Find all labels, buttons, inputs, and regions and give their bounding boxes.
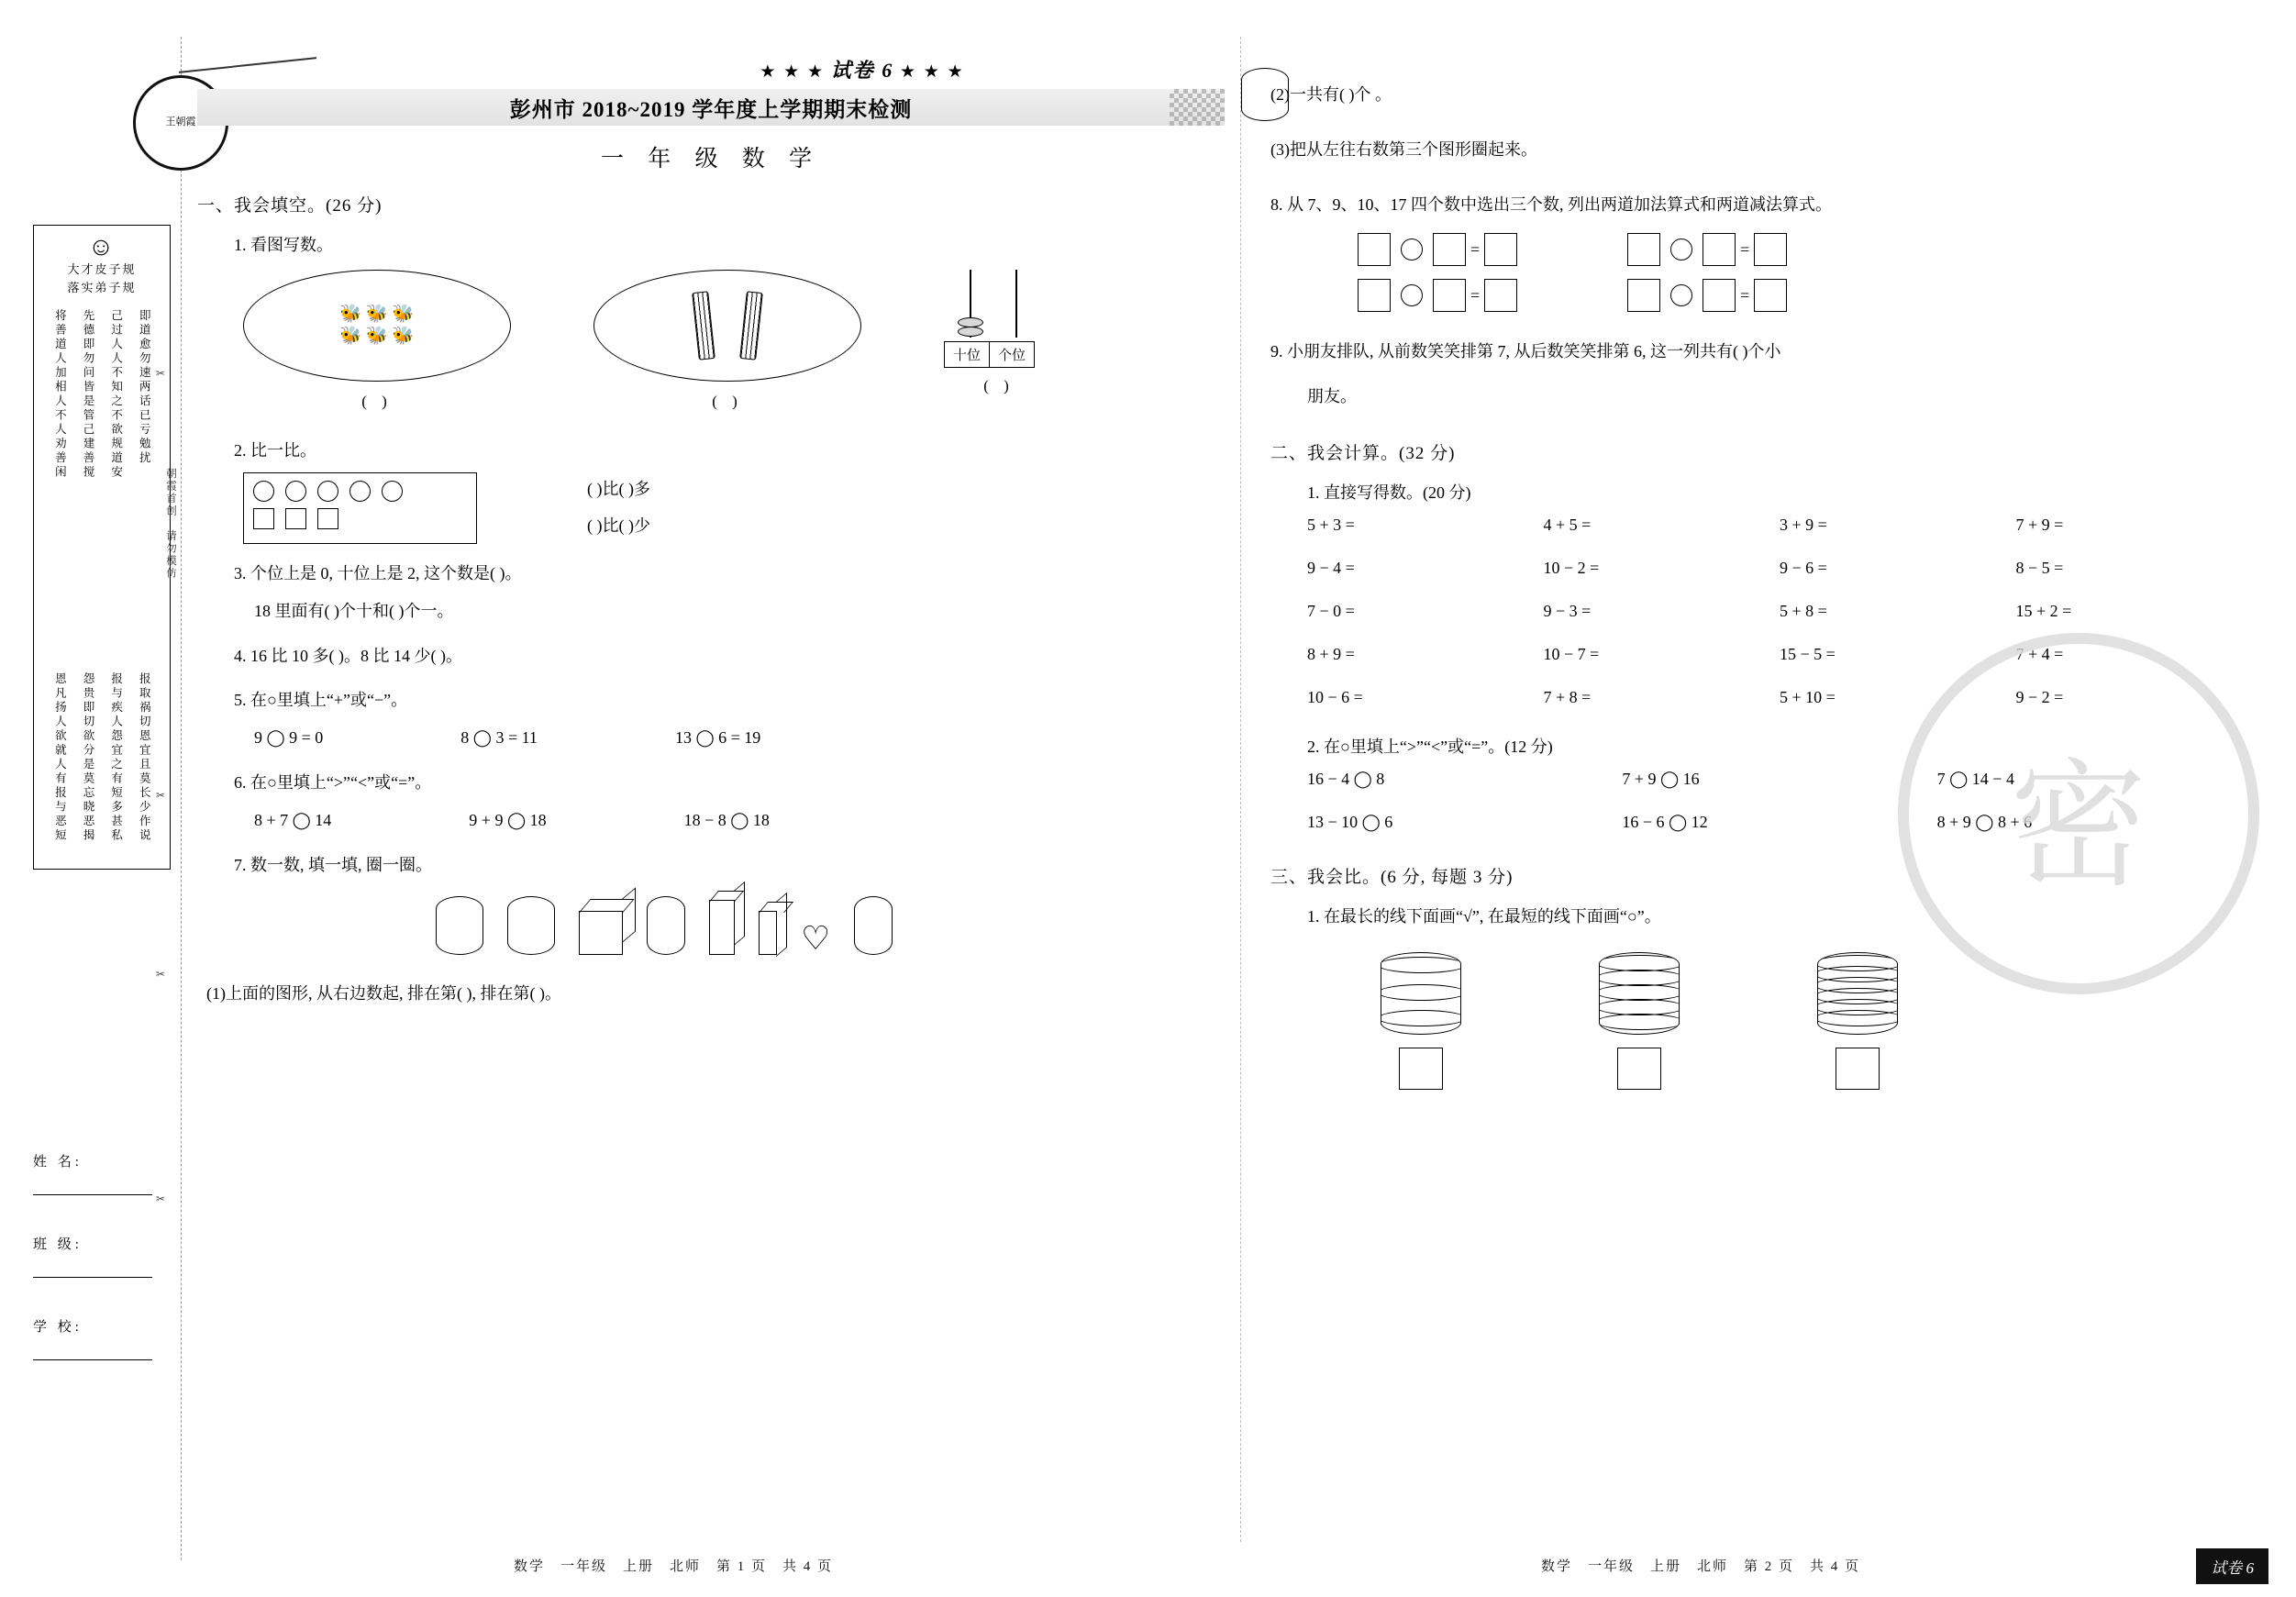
circle-shape-5 bbox=[382, 481, 403, 502]
question-4[interactable]: 4. 16 比 10 多( )。8 比 14 少( )。 bbox=[234, 646, 462, 665]
section-2-heading: 二、我会计算。(32 分) bbox=[1270, 443, 1456, 463]
stick-icons bbox=[695, 292, 760, 360]
verse-col-5: 恩凡扬人欲就人有报与恶短 bbox=[53, 672, 67, 843]
q1-fig-abacus bbox=[944, 270, 1054, 395]
heart-shape-icon: ♡ bbox=[801, 919, 831, 957]
calc-item[interactable]: 5 + 10 = bbox=[1780, 687, 1836, 706]
blank-box[interactable] bbox=[1358, 279, 1391, 312]
square-shape-1 bbox=[253, 508, 274, 529]
anti-copy-note: 朝霞首创 请勿模仿 bbox=[165, 468, 176, 580]
field-name bbox=[33, 1151, 171, 1195]
q1-figures bbox=[243, 270, 1225, 411]
circle-shape-3 bbox=[317, 481, 338, 502]
question-8: 8. 从 7、9、10、17 四个数中选出三个数, 列出两道加法算式和两道减法算式。 bbox=[1270, 195, 1832, 215]
q7-shape-row bbox=[436, 896, 1225, 955]
coil-item-3 bbox=[1817, 952, 1898, 1090]
logo-seal-icon: 王朝霞 bbox=[133, 75, 228, 171]
page-title: 彭州市 2018~2019 学年度上学期期末检测 bbox=[509, 97, 913, 121]
checker-decoration bbox=[1170, 89, 1225, 126]
cmp-item[interactable]: 13 − 10 ◯ 6 bbox=[1307, 813, 1393, 832]
stick-group-ellipse bbox=[593, 270, 861, 382]
coil-shape-3 bbox=[1817, 952, 1898, 1035]
field-school bbox=[33, 1316, 171, 1360]
stars-left: ★ ★ ★ bbox=[760, 62, 825, 82]
circle-shape-2 bbox=[285, 481, 306, 502]
q2-line-1[interactable]: ( )比( )多 bbox=[587, 480, 650, 499]
footer-left: 数学 一年级 上册 北师 第 1 页 共 4 页 bbox=[514, 1559, 834, 1574]
verse-col-2: 先德即勿问皆是管己建善搅 bbox=[82, 309, 94, 480]
q5-item-3[interactable]: 13 ◯ 6 = 19 bbox=[674, 728, 761, 748]
question-3[interactable]: 3. 个位上是 0, 十位上是 2, 这个数是( )。 bbox=[234, 563, 522, 582]
q8-equation-row-2 bbox=[1353, 279, 2252, 312]
blank-box[interactable] bbox=[1703, 279, 1736, 312]
question-1: 1. 看图写数。 bbox=[234, 236, 333, 254]
cuboid-shape-1 bbox=[709, 900, 735, 955]
scissors-icon-top: ✂ bbox=[156, 367, 166, 380]
field-class bbox=[33, 1234, 171, 1278]
blank-box[interactable] bbox=[1433, 233, 1466, 266]
calc-item[interactable]: 7 + 8 = bbox=[1543, 687, 1592, 706]
abacus-rods bbox=[944, 270, 1054, 341]
q5-item-2[interactable]: 8 ◯ 3 = 11 bbox=[460, 728, 538, 748]
paper-badge: 试卷 6 bbox=[2196, 1548, 2268, 1584]
bee-icons: 🐝 🐝 🐝 🐝 🐝 🐝 bbox=[339, 305, 415, 347]
cylinder-shape-4 bbox=[854, 896, 893, 955]
cylinder-shape-2 bbox=[507, 896, 555, 955]
coil-shape-2 bbox=[1599, 952, 1680, 1035]
field-school-label: 学 校: bbox=[33, 1320, 83, 1335]
q7-sub-2[interactable]: (2)一共有( )个 。 bbox=[1270, 84, 1392, 104]
verse-col-8: 报取祸切恩宜且莫长少作说 bbox=[138, 672, 151, 843]
question-2: 2. 比一比。 bbox=[234, 441, 316, 460]
column-divider bbox=[1240, 37, 1241, 1542]
calc-item[interactable]: 5 + 8 = bbox=[1780, 601, 1827, 620]
scissors-icon-bottom: ✂ bbox=[156, 1192, 166, 1205]
cmp-item[interactable]: 16 − 6 ◯ 12 bbox=[1622, 813, 1708, 832]
q3-coil-row bbox=[1381, 952, 2252, 1090]
section-2-q1: 1. 直接写得数。(20 分) bbox=[1307, 482, 1471, 502]
calc-item[interactable]: 9 − 3 = bbox=[1543, 601, 1592, 620]
calc-item[interactable]: 8 − 5 = bbox=[2015, 558, 2064, 577]
sidebar-emblem bbox=[39, 235, 164, 296]
place-value-tens: 十位 bbox=[945, 342, 990, 368]
cube-shape-1 bbox=[579, 911, 623, 955]
footer-right: 数学 一年级 上册 北师 第 2 页 共 4 页 bbox=[1541, 1559, 1861, 1574]
question-9b: 朋友。 bbox=[1307, 386, 1357, 405]
question-9[interactable]: 9. 小朋友排队, 从前数笑笑排第 7, 从后数笑笑排第 6, 这一列共有( )个小 bbox=[1270, 342, 1781, 361]
paper-star-header bbox=[500, 55, 1225, 83]
q7-sub-2-row bbox=[1270, 68, 2252, 121]
verse-col-7: 报与疾人怨宜之有短多甚私 bbox=[109, 672, 123, 843]
calc-item[interactable]: 10 − 2 = bbox=[1543, 558, 1600, 577]
place-value-ones: 个位 bbox=[990, 342, 1035, 368]
question-6: 6. 在○里填上“>”“<”或“=”。 bbox=[234, 773, 432, 793]
subject-title: 一 年 级 数 学 bbox=[600, 147, 821, 172]
coil-item-1 bbox=[1381, 952, 1461, 1090]
coil-line bbox=[1817, 1010, 1898, 1026]
calc-item[interactable]: 8 + 9 = bbox=[1307, 644, 1355, 663]
operator-circle[interactable] bbox=[1401, 238, 1423, 261]
bee-group-ellipse bbox=[243, 270, 511, 382]
cuboid-shape-2 bbox=[759, 911, 777, 955]
stick-bundle-1-icon bbox=[692, 291, 715, 360]
answer-box-2[interactable] bbox=[1617, 1048, 1661, 1090]
scissors-icon-low: ✂ bbox=[156, 968, 166, 981]
abacus-bead-2-icon bbox=[958, 327, 983, 337]
q1-fig-sticks bbox=[593, 270, 861, 411]
blank-box[interactable] bbox=[1627, 233, 1660, 266]
field-class-input[interactable] bbox=[33, 1253, 152, 1278]
blank-box[interactable] bbox=[1433, 279, 1466, 312]
verse-col-3: 己过人人不知之不欲规道安 bbox=[109, 309, 123, 480]
watermark-seal: 密 bbox=[1898, 633, 2259, 994]
calc-item[interactable]: 10 − 6 = bbox=[1307, 687, 1363, 706]
blank-box[interactable] bbox=[1358, 233, 1391, 266]
equation-box-1[interactable]: = bbox=[1353, 233, 1522, 266]
q8-equation-row-1 bbox=[1353, 233, 2252, 266]
question-5: 5. 在○里填上“+”或“−”。 bbox=[234, 690, 408, 709]
stars-right: ★ ★ ★ bbox=[900, 62, 965, 82]
answer-box-3[interactable] bbox=[1836, 1048, 1880, 1090]
verse-col-1: 将善道人加相人不人劝善闲 bbox=[53, 309, 67, 480]
verse-col-4: 即道愈勿速两话已亏勉扰 bbox=[138, 309, 151, 466]
calc-item[interactable]: 10 − 7 = bbox=[1543, 644, 1600, 663]
cmp-item[interactable]: 7 + 9 ◯ 16 bbox=[1622, 770, 1700, 789]
scissors-icon-mid: ✂ bbox=[156, 789, 166, 802]
coil-shape-1 bbox=[1381, 952, 1461, 1035]
section-1-heading: 一、我会填空。(26 分) bbox=[197, 196, 383, 216]
exam-title-bar bbox=[197, 89, 1225, 126]
place-value-table bbox=[944, 341, 1035, 368]
q2-square-row bbox=[253, 508, 467, 529]
field-class-label: 班 级: bbox=[33, 1237, 83, 1252]
field-name-input[interactable] bbox=[33, 1170, 152, 1195]
cmp-item[interactable]: 8 + 9 ◯ 8 + 6 bbox=[1936, 813, 2033, 832]
calc-item[interactable]: 3 + 9 = bbox=[1780, 515, 1827, 534]
section-3-heading: 三、我会比。(6 分, 每题 3 分) bbox=[1270, 868, 1514, 888]
section-3-q1: 1. 在最长的线下面画“√”, 在最短的线下面画“○”。 bbox=[1307, 907, 1661, 926]
sidebar-verse-panel bbox=[33, 225, 171, 870]
coil-item-2 bbox=[1599, 952, 1680, 1090]
q1-caption-2: ( ) bbox=[712, 393, 743, 411]
blank-box[interactable] bbox=[1754, 233, 1787, 266]
calc-item[interactable]: 7 + 4 = bbox=[2015, 644, 2064, 663]
abacus-rod-ones-icon bbox=[1015, 270, 1017, 338]
q6-item-3[interactable]: 18 − 8 ◯ 18 bbox=[683, 811, 770, 830]
circle-shape-1 bbox=[253, 481, 274, 502]
paper-number: 试卷 6 bbox=[830, 59, 894, 82]
coil-line bbox=[1381, 984, 1461, 1001]
operator-circle[interactable] bbox=[1670, 284, 1692, 306]
student-info-fields bbox=[33, 1151, 171, 1399]
sidebar-motto-sub: 落实弟子规 bbox=[67, 280, 137, 294]
operator-circle[interactable] bbox=[1401, 284, 1423, 306]
equation-box-4[interactable]: = bbox=[1623, 279, 1791, 312]
comparison-grid bbox=[1307, 770, 2252, 832]
question-7: 7. 数一数, 填一填, 圈一圈。 bbox=[234, 856, 432, 875]
sidebar-box bbox=[33, 225, 171, 870]
coil-line bbox=[1381, 1010, 1461, 1026]
calc-item[interactable]: 5 + 3 = bbox=[1307, 515, 1355, 534]
calc-item[interactable]: 9 − 6 = bbox=[1780, 558, 1827, 577]
q5-item-1[interactable]: 9 ◯ 9 = 0 bbox=[254, 728, 324, 748]
right-column bbox=[1270, 55, 2252, 1090]
cmp-item[interactable]: 16 − 4 ◯ 8 bbox=[1307, 770, 1385, 789]
q7-sub-3: (3)把从左往右数第三个图形圈起来。 bbox=[1270, 140, 1537, 159]
cylinder-shape-1 bbox=[436, 896, 483, 955]
stick-bundle-2-icon bbox=[739, 291, 763, 360]
q2-circle-row bbox=[253, 481, 467, 502]
cmp-item[interactable]: 7 ◯ 14 − 4 bbox=[1936, 770, 2014, 789]
calc-item[interactable]: 15 − 5 = bbox=[1780, 644, 1836, 663]
section-2-q2: 2. 在○里填上“>”“<”或“=”。(12 分) bbox=[1307, 737, 1553, 756]
q1-caption-3: ( ) bbox=[983, 377, 1015, 395]
equation-box-3[interactable]: = bbox=[1353, 279, 1522, 312]
field-name-label: 姓 名: bbox=[33, 1155, 83, 1170]
q6-items bbox=[254, 804, 1225, 837]
sidebar-motto-top: 大才皮子规 bbox=[67, 262, 137, 276]
calc-item[interactable]: 15 + 2 = bbox=[2015, 601, 2072, 620]
sidebar-verse-columns-2 bbox=[39, 672, 164, 856]
q1-fig-bees bbox=[243, 270, 511, 411]
q5-items bbox=[254, 721, 1225, 754]
scholar-figure-icon: ☺ bbox=[87, 233, 116, 261]
q2-blank-lines bbox=[587, 471, 650, 544]
circle-shape-4 bbox=[349, 481, 371, 502]
q7-sub-1[interactable]: (1)上面的图形, 从右边数起, 排在第( ), 排在第( )。 bbox=[206, 983, 561, 1003]
question-3b[interactable]: 18 里面有( )个十和( )个一。 bbox=[254, 601, 454, 620]
coil-line bbox=[1381, 957, 1461, 973]
left-margin-dashed-line bbox=[181, 37, 182, 1560]
square-shape-3 bbox=[317, 508, 338, 529]
calculation-grid bbox=[1307, 516, 2252, 707]
blank-box[interactable] bbox=[1754, 279, 1787, 312]
q2-line-2[interactable]: ( )比( )少 bbox=[587, 516, 650, 535]
blank-box[interactable] bbox=[1627, 279, 1660, 312]
square-shape-2 bbox=[285, 508, 306, 529]
blank-box[interactable] bbox=[1484, 279, 1517, 312]
sidebar-verse-columns bbox=[39, 309, 164, 667]
q6-item-2[interactable]: 9 + 9 ◯ 18 bbox=[469, 811, 547, 830]
coil-line bbox=[1599, 1014, 1680, 1030]
q1-caption-1: ( ) bbox=[361, 393, 393, 411]
cylinder-shape-3 bbox=[647, 896, 685, 955]
calc-item[interactable]: 4 + 5 = bbox=[1543, 515, 1592, 534]
q6-item-1[interactable]: 8 + 7 ◯ 14 bbox=[254, 811, 332, 830]
verse-col-6: 怨贵即切欲分是莫忘晓恶揭 bbox=[82, 672, 94, 843]
operator-circle[interactable] bbox=[1670, 238, 1692, 261]
q2-compare-box bbox=[243, 472, 477, 544]
blank-box[interactable] bbox=[1484, 233, 1517, 266]
calc-item[interactable]: 7 + 9 = bbox=[2015, 515, 2064, 534]
cylinder-inline-icon bbox=[1241, 68, 1289, 121]
calc-item[interactable]: 7 − 0 = bbox=[1307, 601, 1355, 620]
calc-item[interactable]: 9 − 2 = bbox=[2015, 687, 2064, 706]
calc-item[interactable]: 9 − 4 = bbox=[1307, 558, 1355, 577]
answer-box-1[interactable] bbox=[1399, 1048, 1443, 1090]
blank-box[interactable] bbox=[1703, 233, 1736, 266]
field-school-input[interactable] bbox=[33, 1336, 152, 1360]
equation-box-2[interactable]: = bbox=[1623, 233, 1791, 266]
